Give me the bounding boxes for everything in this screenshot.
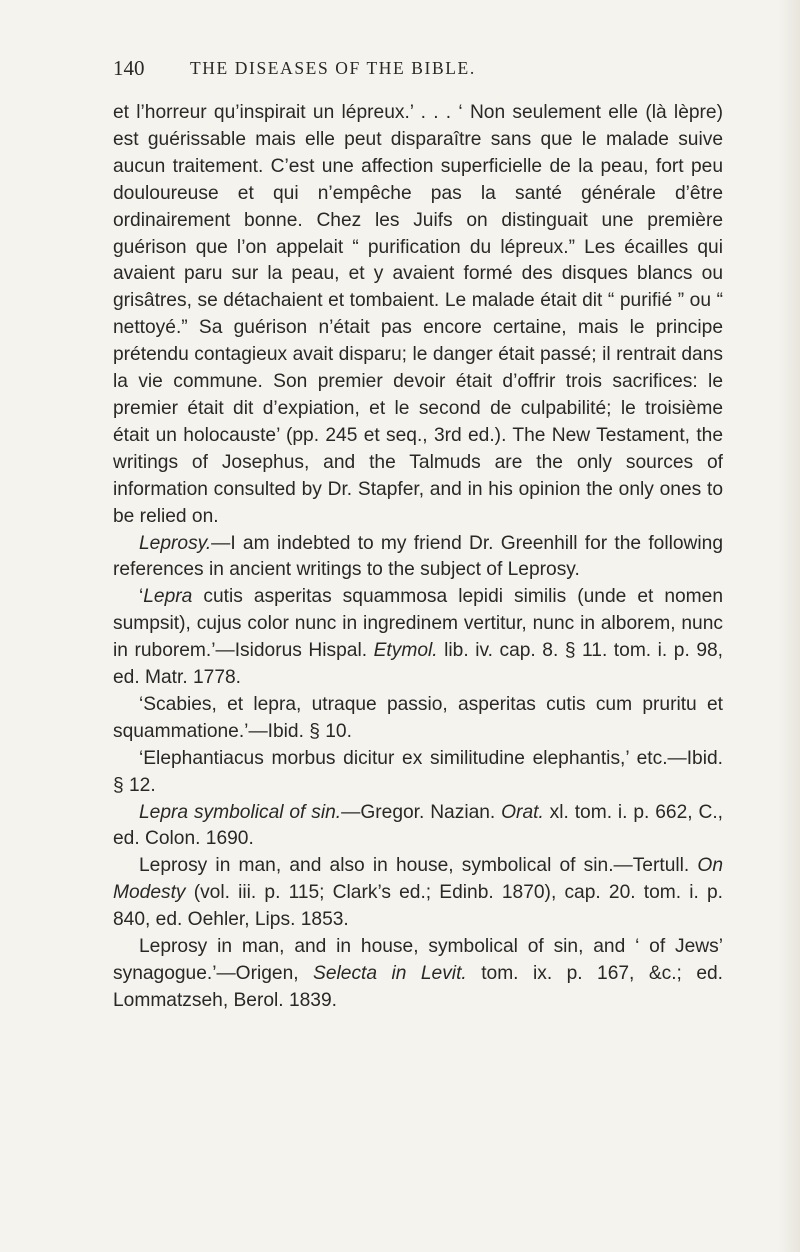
- paragraph-lepra-symbolical: [113, 800, 723, 854]
- opening-quote: ‘: [139, 586, 144, 608]
- term-lepra: Lepra: [143, 586, 193, 608]
- gregor-citation: xl. tom. i. p. 662, C., ed. Colon. 1690.: [113, 801, 723, 850]
- page-edge-shadow: [778, 0, 800, 1252]
- work-title-selecta: Selecta in Levit.: [313, 963, 467, 984]
- isidorus-citation: lib. iv. cap. 8. § 11. tom. i. p. 98, ed. Matr. 1778.: [113, 640, 723, 689]
- paragraph-leprosy-intro-text: —I am indebted to my friend Dr. Greenhill for the following references in ancient writings to the subject of Leprosy.: [113, 532, 723, 581]
- work-title-etymol: Etymol.: [373, 640, 438, 662]
- running-head: [113, 56, 723, 86]
- heading-lepra-symbolical: Lepra symbolical of sin.: [139, 801, 342, 823]
- paragraph-scabies: ‘Scabies, et lepra, utraque passio, asperitas cutis cum pruritu et squammatione.’—Ibid. § 10.: [113, 693, 723, 742]
- body-text: [113, 100, 723, 1015]
- tertullian-text: Leprosy in man, and also in house, symbolical of sin.—Tertull.: [139, 855, 698, 877]
- paragraph-origen: [113, 934, 723, 1015]
- origen-citation: tom. ix. p. 167, &c.; ed. Lommatzseh, Berol. 1839.: [113, 963, 724, 1011]
- isidorus-quote: cutis asperitas squammosa lepidi similis (unde et nomen sumpsit), cujus color nunc in ingredinem vertitur, nunc in alborem, nunc in ruborem.’—Isidorus Hispal.: [113, 586, 723, 662]
- section-heading-leprosy: Leprosy.: [139, 532, 212, 554]
- origen-text: Leprosy in man, and in house, symbolical of sin, and ‘ of Jews’ synagogue.’—Origen,: [113, 936, 723, 984]
- work-title-on-modesty: On Modesty: [113, 855, 723, 904]
- work-title-orat: Orat.: [501, 801, 544, 823]
- paragraph-leprosy-intro: [113, 531, 723, 585]
- paragraph-isidorus: [113, 584, 723, 692]
- tertullian-citation: (vol. iii. p. 115; Clark’s ed.; Edinb. 1870), cap. 20. tom. i. p. 840, ed. Oehler, Lips. 1853.: [113, 882, 723, 931]
- paragraph-french-quote: et l’horreur qu’inspirait un lépreux.’ . . . ‘ Non seulement elle (là lèpre) est guérissable mais elle peut disparaître sans que le malade suive aucun traitement. C’est une affection superficielle de la peau, fort peu douloureuse et qui n’empêche pas la santé générale d’être ordinairement bonne. Chez les Juifs on distinguait une première guérison que l’on appelait “ purification du lépreux.” Les écailles qui avaient paru sur la peau, et y avaient formé des disques blancs ou grisâtres, se détachaient et tombaient. Le malade était dit “ purifié ” ou “ nettoyé.” Sa guérison n’était pas encore certaine, mais le principe prétendu contagieux avait disparu; le danger était passé; il rentrait dans la vie commune. Son premier devoir était d’offrir trois sacrifices: le premier était dit d’expiation, et le second de culpabilité; le troisième était un holocauste’ (pp. 245 et seq., 3rd ed.). The New Testament, the writings of Josephus, and the Talmuds are the only sources of information consulted by Dr. Stapfer, and in his opinion the only ones to be relied on.: [113, 102, 723, 527]
- paragraph-tertullian: [113, 853, 723, 934]
- page-number: 140: [113, 56, 145, 80]
- running-title: THE DISEASES OF THE BIBLE.: [190, 58, 476, 78]
- paragraph-elephantiacus: ‘Elephantiacus morbus dicitur ex similitudine elephantis,’ etc.—Ibid. § 12.: [113, 747, 723, 796]
- gregor-citation-author: —Gregor. Nazian.: [341, 801, 502, 823]
- book-page: [113, 56, 723, 1015]
